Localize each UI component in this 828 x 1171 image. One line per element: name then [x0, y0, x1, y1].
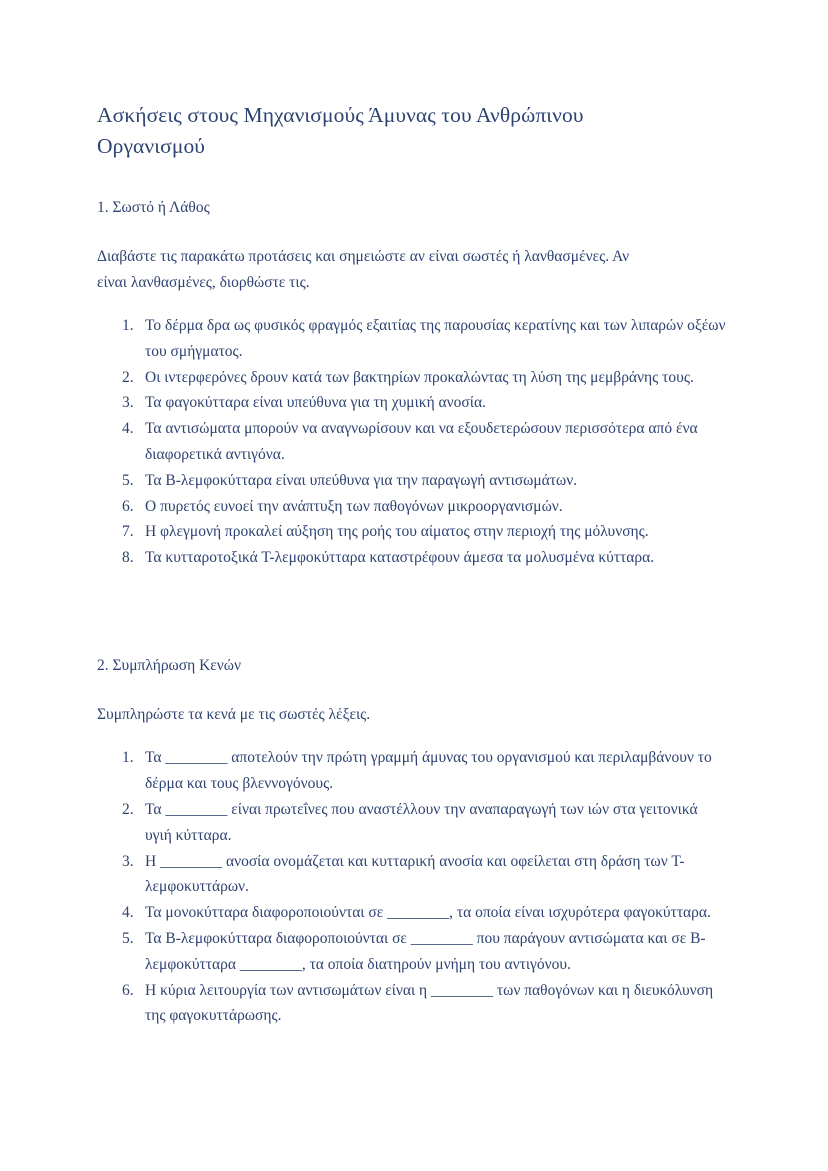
list-item: Το δέρμα δρα ως φυσικός φραγμός εξαιτίας της παρουσίας κερατίνης και των λιπαρών οξέων του σμήγματος. [145, 317, 726, 360]
list-item: Τα μονοκύτταρα διαφοροποιούνται σε ________, τα οποία είναι ισχυρότερα φαγοκύτταρα. [145, 904, 711, 922]
section-heading-2: 2. Συμπλήρωση Κενών [97, 656, 242, 674]
list-item: Ο πυρετός ευνοεί την ανάπτυξη των παθογόνων μικροοργανισμών. [145, 497, 563, 515]
section-1-question-list [97, 313, 728, 571]
list-item: Τα φαγοκύτταρα είναι υπεύθυνα για τη χυμική ανοσία. [145, 394, 486, 412]
list-item: Τα αντισώματα μπορούν να αναγνωρίσουν και να εξουδετερώσουν περισσότερα από ένα διαφορετικά αντιγόνα. [145, 420, 698, 463]
list-item: Τα ________ αποτελούν την πρώτη γραμμή άμυνας του οργανισμού και περιλαμβάνουν το δέρμα και τους βλεννογόνους. [145, 749, 712, 793]
section-heading-1: 1. Σωστό ή Λάθος [97, 199, 210, 216]
list-item: Η ________ ανοσία ονομάζεται και κυτταρική ανοσία και οφείλεται στη δράση των Τ-λεμφοκυττάρων. [145, 852, 685, 896]
list-item: Τα Β-λεμφοκύτταρα διαφοροποιούνται σε ________ που παράγουν αντισώματα και σε Β-λεμφοκύτταρα ________, τα οποία διατηρούν μνήμη του αντιγόνου. [145, 930, 706, 973]
section-2-question-list [97, 745, 728, 1029]
list-item: Η κύρια λειτουργία των αντισωμάτων είναι η ________ των παθογόνων και η διευκόλυνση της φαγοκυττάρωσης. [145, 981, 714, 1025]
list-item: Η φλεγμονή προκαλεί αύξηση της ροής του αίματος στην περιοχή της μόλυνσης. [145, 523, 649, 541]
page-title: Ασκήσεις στους Μηχανισμούς Άμυνας του Ανθρώπινου Οργανισμού [97, 103, 584, 158]
list-item: Οι ιντερφερόνες δρουν κατά των βακτηρίων προκαλώντας τη λύση της μεμβράνης τους. [145, 368, 694, 386]
list-item: Τα ________ είναι πρωτεΐνες που αναστέλλουν την αναπαραγωγή των ιών στα γειτονικά υγιή κύτταρα. [145, 801, 698, 844]
list-item: Τα Β-λεμφοκύτταρα είναι υπεύθυνα για την παραγωγή αντισωμάτων. [145, 471, 578, 489]
section-1-instructions: Διαβάστε τις παρακάτω προτάσεις και σημειώστε αν είναι σωστές ή λανθασμένες. Αν είναι λανθασμένες, διορθώστε τις. [97, 248, 630, 291]
list-item: Τα κυτταροτοξικά Τ-λεμφοκύτταρα καταστρέφουν άμεσα τα μολυσμένα κύτταρα. [145, 549, 655, 567]
section-2-instructions: Συμπληρώστε τα κενά με τις σωστές λέξεις. [97, 705, 371, 723]
